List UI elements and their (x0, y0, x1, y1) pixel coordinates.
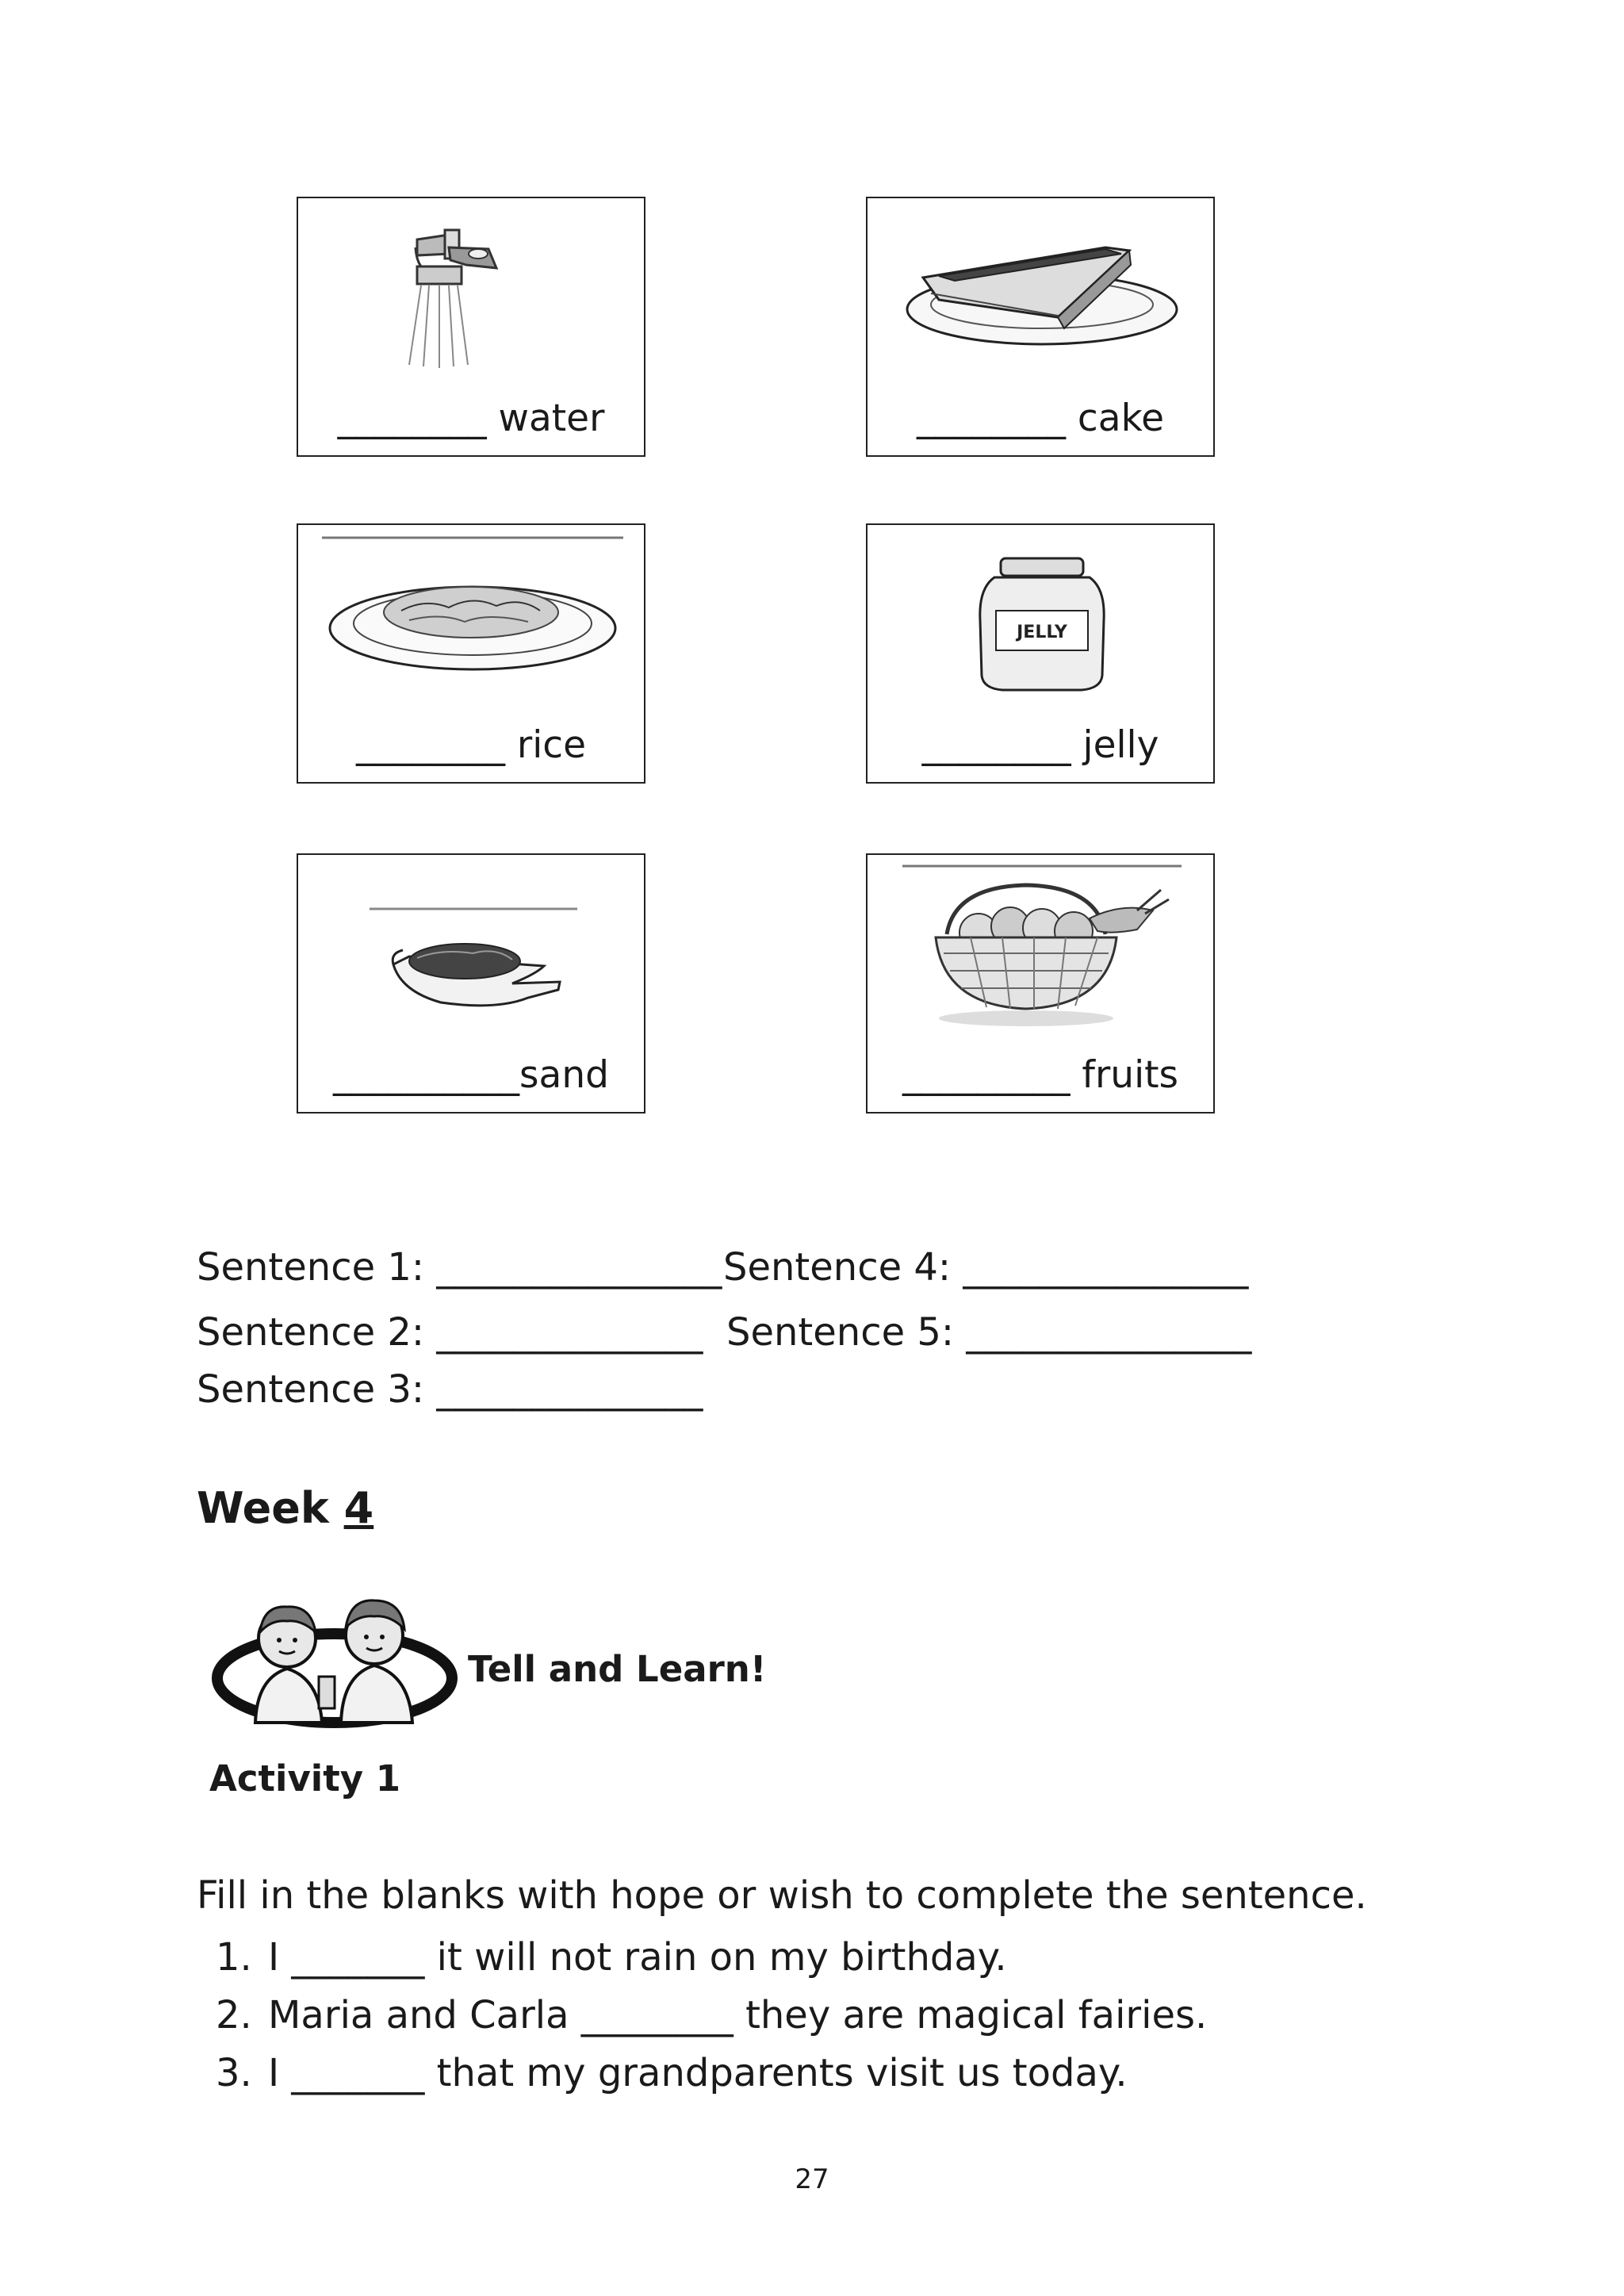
sentence-1 (197, 1244, 722, 1291)
sentence-4 (723, 1244, 1248, 1291)
jelly-jar-icon (868, 525, 1216, 707)
exercise-item-2 (216, 1987, 1207, 2045)
item-text[interactable]: Maria and Carla ________ they are magical fairies. (268, 1993, 1208, 2037)
activity-title: Activity 1 (209, 1757, 401, 1800)
answer-blank[interactable]: _________ (902, 1053, 1071, 1097)
picture-box-rice (297, 523, 645, 784)
week-number: 4 (343, 1483, 374, 1533)
item-text[interactable]: I _______ that my grandparents visit us today. (268, 2051, 1128, 2095)
picture-box-sand (297, 853, 645, 1114)
picture-box-water (297, 197, 645, 457)
sentence-label: Sentence 1: (197, 1245, 425, 1290)
caption-word: fruits (1082, 1053, 1179, 1097)
week-heading (197, 1483, 373, 1533)
caption-word: cake (1077, 397, 1165, 440)
caption-word: rice (516, 723, 587, 767)
answer-blank[interactable]: __________ (333, 1053, 520, 1097)
picture-box-cake (866, 197, 1215, 457)
item-text[interactable]: I _______ it will not rain on my birthday. (268, 1935, 1007, 1980)
sentence-5 (726, 1309, 1251, 1356)
sentence-3 (197, 1366, 703, 1413)
sentence-blank[interactable]: ______________ (436, 1367, 703, 1412)
answer-blank[interactable]: ________ (916, 397, 1066, 440)
sentence-label: Sentence 5: (726, 1310, 955, 1355)
item-number: 1. (216, 1935, 252, 1980)
sentence-blank[interactable]: ______________ (436, 1310, 703, 1355)
jar-label-text: JELLY (1017, 623, 1067, 642)
exercise-list (216, 1929, 1207, 2102)
exercise-item-3 (216, 2045, 1207, 2102)
sentence-label: Sentence 4: (723, 1245, 952, 1290)
rice-plate-icon (298, 525, 647, 707)
sentence-blank[interactable]: _______________ (963, 1245, 1249, 1290)
caption-rice (298, 723, 644, 768)
answer-blank[interactable]: ________ (337, 397, 487, 440)
sentence-2 (197, 1309, 703, 1356)
caption-jelly (868, 723, 1213, 768)
caption-word: water (498, 397, 605, 440)
caption-word: sand (519, 1053, 609, 1097)
instruction-text: Fill in the blanks with hope or wish to complete the sentence. (197, 1873, 1367, 1918)
cake-slice-icon (868, 198, 1216, 381)
picture-box-jelly (866, 523, 1215, 784)
caption-cake (868, 397, 1213, 441)
sentence-label: Sentence 3: (197, 1367, 425, 1412)
hand-with-sand-icon (298, 855, 647, 1037)
answer-blank[interactable]: ________ (355, 723, 505, 767)
page-number: 27 (795, 2164, 829, 2195)
item-number: 3. (216, 2051, 252, 2095)
caption-word: jelly (1082, 723, 1159, 767)
caption-water (298, 397, 644, 441)
picture-box-fruits (866, 853, 1215, 1114)
exercise-item-1 (216, 1929, 1207, 1987)
sentence-blank[interactable]: _______________ (436, 1245, 722, 1290)
item-number: 2. (216, 1993, 252, 2037)
fruit-basket-icon (868, 855, 1216, 1037)
sentence-blank[interactable]: _______________ (966, 1310, 1252, 1355)
caption-sand (298, 1053, 644, 1098)
answer-blank[interactable]: ________ (921, 723, 1071, 767)
faucet-icon (298, 198, 647, 381)
sentence-label: Sentence 2: (197, 1310, 425, 1355)
week-label: Week (197, 1483, 329, 1533)
section-title: Tell and Learn! (468, 1648, 767, 1690)
children-logo-icon (208, 1583, 462, 1742)
caption-fruits (868, 1053, 1213, 1098)
